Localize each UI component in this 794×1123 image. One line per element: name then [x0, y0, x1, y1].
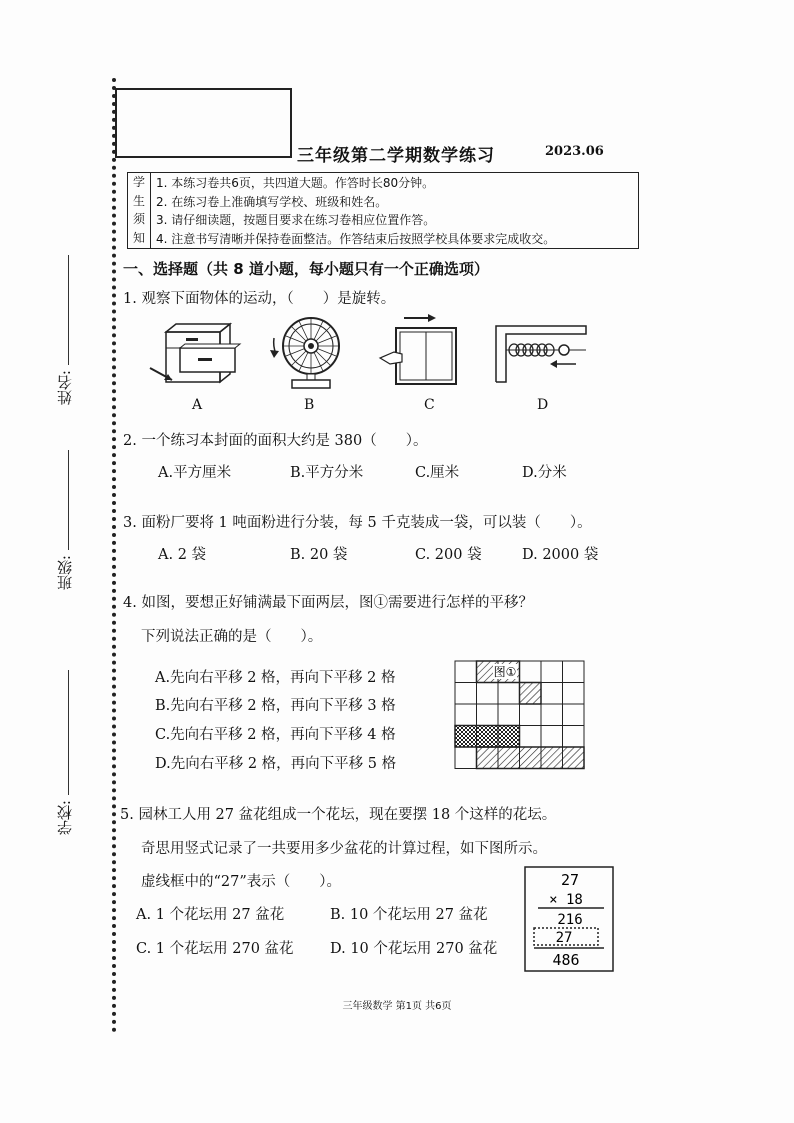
q1-label-b: B [304, 397, 315, 413]
q3-option-c[interactable]: C. 200 袋 [415, 547, 482, 563]
calc-result: 486 [552, 951, 580, 969]
notice-heading-char: 知 [132, 230, 145, 245]
score-box [115, 88, 292, 158]
vertical-multiplication-figure [524, 866, 614, 972]
q5-line2: 奇思用竖式记录了一共要用多少盆花的计算过程，如下图所示。 [141, 841, 547, 857]
q1-label-d: D [537, 397, 549, 413]
q5-option-d[interactable]: D. 10 个花坛用 270 盆花 [330, 941, 498, 957]
notice-heading-char: 生 [132, 193, 145, 208]
q2-stem: 2. 一个练习本封面的面积大约是 380（ ）。 [123, 433, 428, 449]
q2-option-a[interactable]: A.平方厘米 [158, 465, 232, 481]
q5-option-c[interactable]: C. 1 个花坛用 270 盆花 [136, 941, 294, 957]
q4-option-a[interactable]: A.先向右平移 2 格，再向下平移 2 格 [155, 670, 396, 686]
calc-top: 27 [560, 871, 580, 889]
q3-option-a[interactable]: A. 2 袋 [158, 547, 207, 563]
calc-partial-2: 27 [555, 930, 573, 946]
notice-rule: 2. 在练习卷上准确填写学校、班级和姓名。 [156, 194, 388, 209]
q4-option-d[interactable]: D.先向右平移 2 格，再向下平移 5 格 [155, 756, 397, 772]
notice-rule: 1. 本练习卷共6页，共四道大题。作答时长80分钟。 [156, 176, 435, 190]
q2-option-b[interactable]: B.平方分米 [290, 465, 364, 481]
q1-stem: 1. 观察下面物体的运动，（ ）是旋转。 [123, 291, 396, 307]
notice-rules [156, 174, 555, 248]
q5-line3: 虚线框中的“27”表示（ ）。 [141, 874, 342, 890]
q5-stem: 5. 园林工人用 27 盆花组成一个花坛，现在要摆 18 个这样的花坛。 [120, 807, 557, 823]
q2-option-c[interactable]: C.厘米 [415, 465, 460, 481]
name-label: 姓名: [56, 370, 74, 406]
translation-grid-figure [455, 661, 585, 769]
section-1-title: 一、选择题（共 8 道小题，每小题只有一个正确选项） [123, 260, 489, 278]
notice-heading-char: 学 [132, 175, 145, 189]
class-write-line[interactable] [68, 450, 69, 550]
page-title: 三年级第二学期数学练习 [297, 146, 495, 166]
figure-1-label: 图① [493, 665, 517, 679]
notice-rule: 4. 注意书写清晰并保持卷面整洁。作答结束后按照学校具体要求完成收交。 [156, 231, 556, 246]
q5-option-b[interactable]: B. 10 个花坛用 27 盆花 [330, 907, 488, 923]
q3-option-d[interactable]: D. 2000 袋 [522, 547, 599, 563]
class-label: 班级: [56, 555, 74, 591]
sliding-window-icon [380, 314, 460, 390]
q3-stem: 3. 面粉厂要将 1 吨面粉进行分装，每 5 千克装成一袋，可以装（ ）。 [123, 515, 592, 531]
student-notice-box [127, 172, 639, 249]
calc-partial-1: 216 [557, 912, 583, 928]
q2-option-d[interactable]: D.分米 [522, 465, 567, 481]
q4-option-b[interactable]: B.先向右平移 2 格，再向下平移 3 格 [155, 698, 396, 714]
q3-option-b[interactable]: B. 20 袋 [290, 547, 348, 563]
exam-date: 2023.06 [545, 144, 604, 159]
notice-heading [128, 173, 151, 248]
drawer-cabinet-icon [148, 318, 243, 388]
q4-stem: 4. 如图，要想正好铺满最下面两层，图①需要进行怎样的平移？ [123, 595, 533, 611]
binding-dotted-line [112, 78, 116, 1033]
school-write-line[interactable] [68, 670, 69, 795]
page-footer: 三年级数学 第1页 共6页 [342, 1001, 452, 1012]
q4-option-c[interactable]: C.先向右平移 2 格，再向下平移 4 格 [155, 727, 396, 743]
calc-multiplier: × 18 [549, 892, 583, 908]
notice-heading-char: 须 [132, 212, 145, 226]
school-label: 学校: [56, 800, 74, 836]
spring-pull-icon [494, 322, 589, 384]
name-write-line[interactable] [68, 255, 69, 365]
q1-label-a: A [192, 397, 203, 413]
electric-fan-icon [268, 314, 348, 394]
q4-sub: 下列说法正确的是（ ）。 [141, 629, 323, 645]
notice-rule: 3. 请仔细读题，按题目要求在练习卷相应位置作答。 [156, 213, 436, 227]
q1-label-c: C [424, 397, 435, 413]
q5-option-a[interactable]: A. 1 个花坛用 27 盆花 [136, 907, 285, 923]
